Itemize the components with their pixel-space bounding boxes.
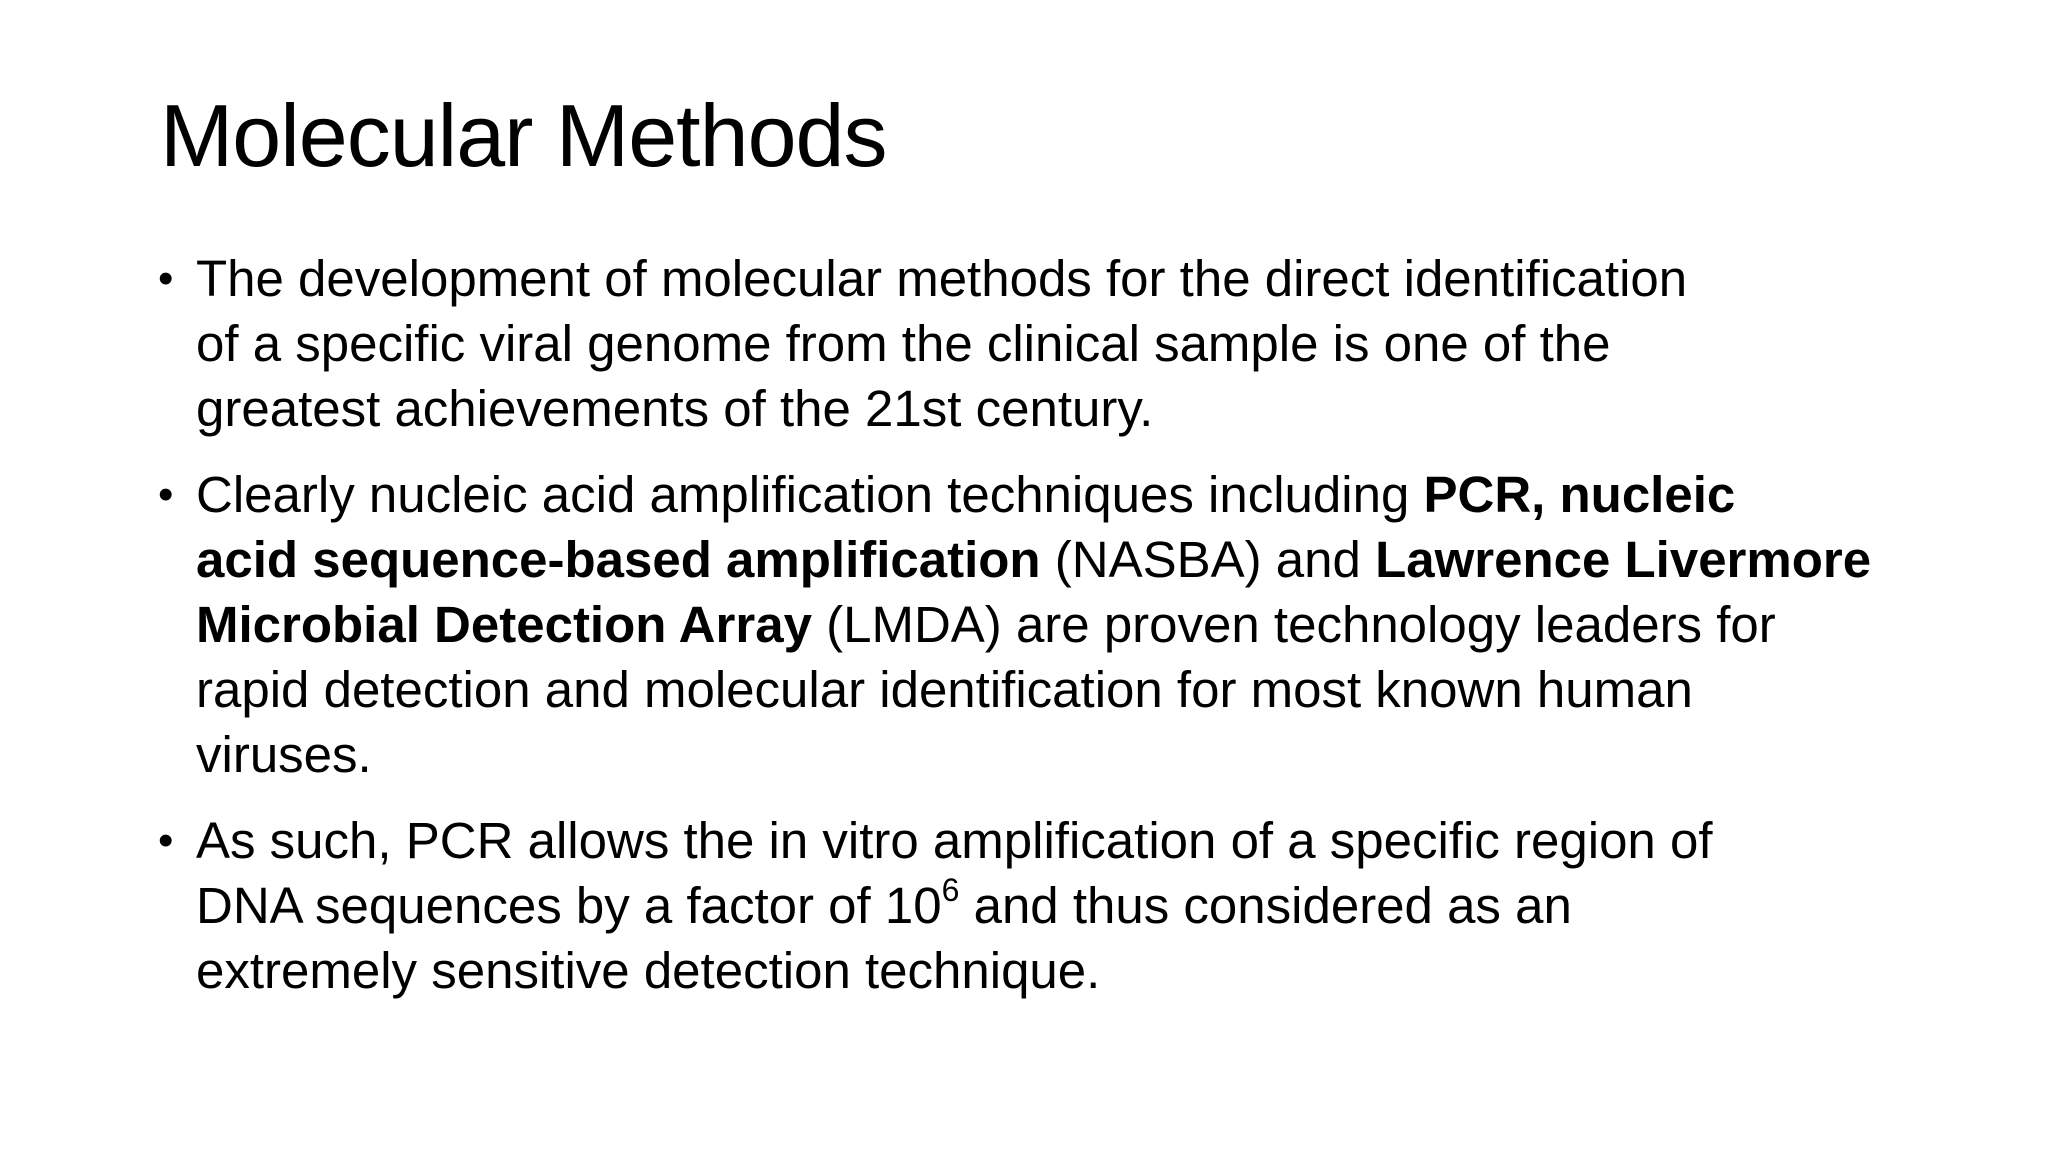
text-run: extremely sensitive detection technique.	[196, 942, 1101, 999]
bullet-dot-icon: •	[158, 470, 174, 519]
text-run: (NASBA) and	[1040, 531, 1376, 588]
bullet-line	[196, 657, 1918, 722]
bold-text: acid sequence-based amplification	[196, 531, 1041, 588]
bullet-item	[158, 246, 1918, 441]
text-run: DNA sequences by a factor of 10	[196, 877, 942, 934]
bold-text: PCR, nucleic	[1423, 466, 1736, 523]
bullet-line	[196, 938, 1918, 1003]
text-run: greatest achievements of the 21st century.	[196, 380, 1154, 437]
text-run: The development of molecular methods for the direct identification	[196, 250, 1688, 307]
bullet-line	[196, 527, 1918, 592]
text-run: of a specific viral genome from the clinical sample is one of the	[196, 315, 1611, 372]
text-run: (LMDA) are proven technology leaders for	[811, 596, 1776, 653]
superscript-text: 6	[941, 872, 960, 908]
bullet-dot-icon: •	[158, 254, 174, 303]
bullet-item	[158, 808, 1918, 1003]
bullet-line	[196, 376, 1918, 441]
text-run: rapid detection and molecular identification for most known human	[196, 661, 1693, 718]
bold-text: Lawrence Livermore	[1375, 531, 1872, 588]
bullet-line	[196, 246, 1918, 311]
bold-text: Microbial Detection Array	[196, 596, 812, 653]
bullet-line	[196, 873, 1918, 938]
text-run: viruses.	[196, 726, 372, 783]
bullet-line	[196, 311, 1918, 376]
bullet-line	[196, 462, 1918, 527]
bullet-line	[196, 592, 1918, 657]
bullet-line	[196, 808, 1918, 873]
text-run: As such, PCR allows the in vitro amplification of a specific region of	[196, 812, 1713, 869]
slide-title: Molecular Methods	[160, 86, 887, 185]
bullet-list	[158, 246, 1918, 1024]
text-run: and thus considered as an	[959, 877, 1572, 934]
bullet-line	[196, 722, 1918, 787]
text-run: Clearly nucleic acid amplification techniques including	[196, 466, 1424, 523]
bullet-item	[158, 462, 1918, 787]
bullet-dot-icon: •	[158, 816, 174, 865]
